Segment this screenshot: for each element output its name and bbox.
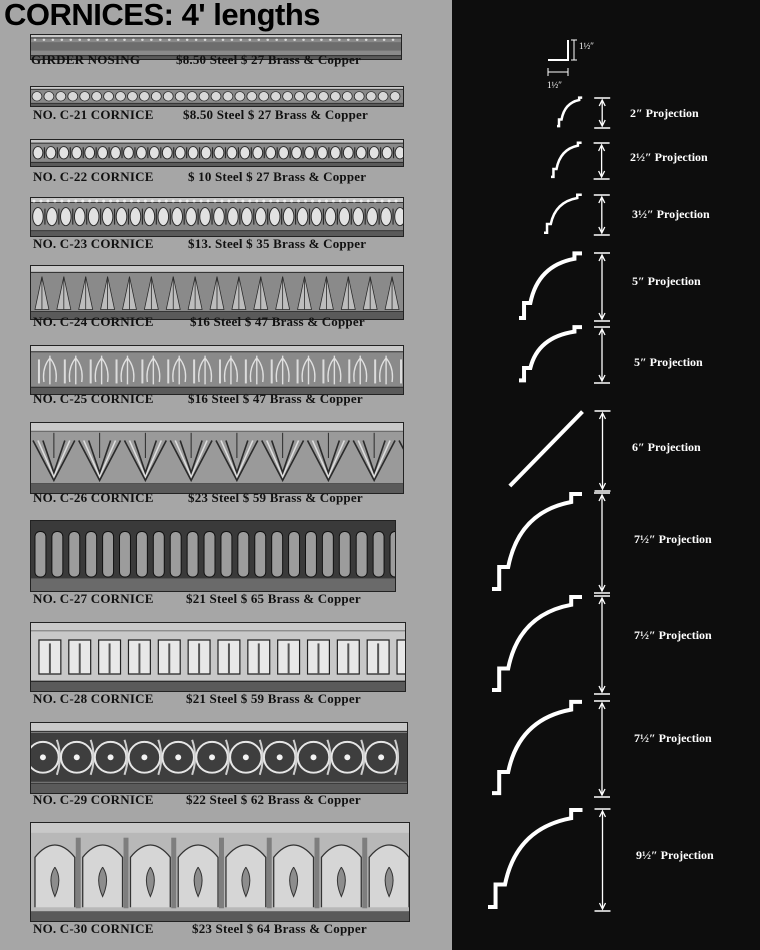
cornice-name: GIRDER NOSING — [31, 52, 141, 67]
projection-label: 3½″ Projection — [632, 207, 710, 221]
cornice-profile-drawing — [492, 492, 622, 596]
cornice-profile-drawing — [492, 595, 622, 697]
cornice-profile-drawing — [544, 194, 622, 238]
cornice-profile-drawing — [488, 808, 623, 914]
projection-label: 2½″ Projection — [630, 150, 708, 164]
projection-label: 5″ Projection — [632, 274, 701, 288]
cornice-price: $ 10 Steel $ 27 Brass & Copper — [188, 169, 367, 184]
projection-label: 7½″ Projection — [634, 731, 712, 745]
cornice-profile-drawing — [506, 410, 623, 494]
cornice-profile-drawing — [519, 326, 622, 386]
cornice-price: $8.50 Steel $ 27 Brass & Copper — [176, 52, 361, 67]
cornice-price: $23 Steel $ 59 Brass & Copper — [188, 490, 363, 505]
projection-label: 9½″ Projection — [636, 848, 714, 862]
cornice-name: NO. C-26 CORNICE — [33, 490, 154, 505]
projection-label: 7½″ Projection — [634, 628, 712, 642]
cornice-name: NO. C-21 CORNICE — [33, 107, 154, 122]
cornice-name: NO. C-27 CORNICE — [33, 591, 154, 606]
cornice-strip-image — [30, 722, 408, 794]
cornice-name: NO. C-25 CORNICE — [33, 391, 154, 406]
projection-label: 2″ Projection — [630, 106, 699, 120]
projection-label: 6″ Projection — [632, 440, 701, 454]
cornice-profile-drawing — [519, 252, 622, 324]
cornice-strip-image — [30, 139, 404, 167]
cornice-strip-image — [30, 622, 406, 692]
projection-label: 7½″ Projection — [634, 532, 712, 546]
cornice-price: $23 Steel $ 64 Brass & Copper — [192, 921, 367, 936]
cornice-strip-image — [30, 86, 404, 107]
cornice-price: $21 Steel $ 65 Brass & Copper — [186, 591, 361, 606]
cornice-strip-image — [30, 197, 404, 237]
cornice-name: NO. C-30 CORNICE — [33, 921, 154, 936]
cornice-price: $22 Steel $ 62 Brass & Copper — [186, 792, 361, 807]
girder-width-label: 1½″ — [547, 80, 562, 90]
cornice-price: $21 Steel $ 59 Brass & Copper — [186, 691, 361, 706]
cornice-strip-image — [30, 520, 396, 592]
page-title: CORNICES: 4' lengths — [4, 0, 321, 32]
cornice-strip-image — [30, 345, 404, 395]
cornice-name: NO. C-24 CORNICE — [33, 314, 154, 329]
cornice-profile-drawing — [551, 142, 622, 182]
girder-height-label: 1½″ — [579, 41, 594, 51]
cornice-price: $16 Steel $ 47 Brass & Copper — [190, 314, 365, 329]
projection-label: 5″ Projection — [634, 355, 703, 369]
cornice-profile-drawing — [492, 700, 622, 800]
cornice-name: NO. C-29 CORNICE — [33, 792, 154, 807]
cornice-strip-image — [30, 265, 404, 320]
cornice-price: $8.50 Steel $ 27 Brass & Copper — [183, 107, 368, 122]
cornice-profile-drawing — [557, 97, 622, 131]
cornice-price: $16 Steel $ 47 Brass & Copper — [188, 391, 363, 406]
cornice-name: NO. C-22 CORNICE — [33, 169, 154, 184]
cornice-name: NO. C-28 CORNICE — [33, 691, 154, 706]
cornice-strip-image — [30, 422, 404, 494]
cornice-name: NO. C-23 CORNICE — [33, 236, 154, 251]
cornice-strip-image — [30, 822, 410, 922]
cornice-price: $13. Steel $ 35 Brass & Copper — [188, 236, 367, 251]
